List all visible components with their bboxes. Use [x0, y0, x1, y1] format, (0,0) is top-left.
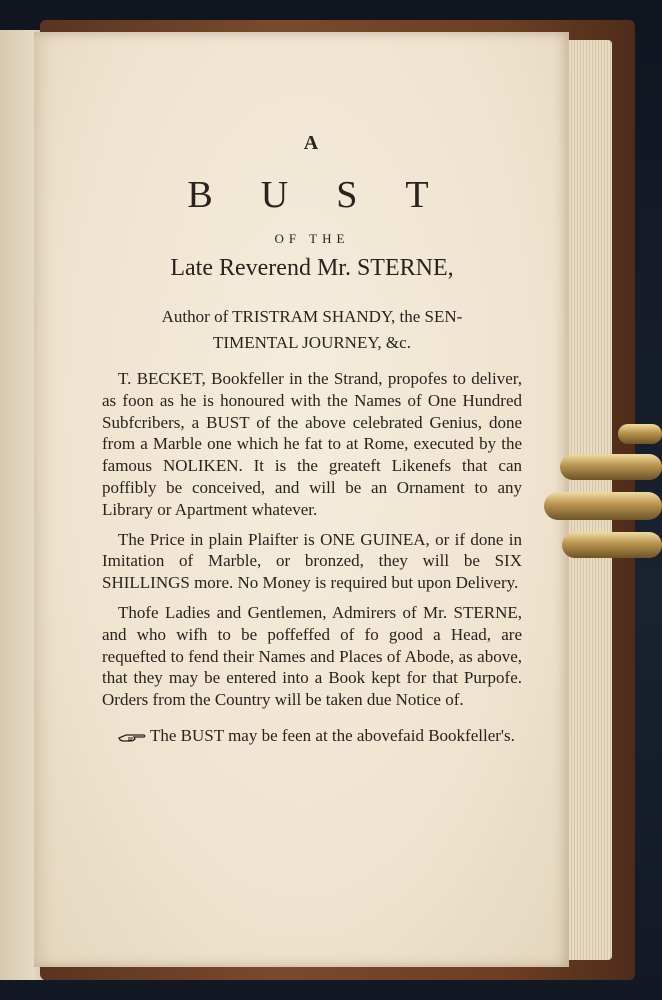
author-line-2: TIMENTAL JOURNEY, &c.	[213, 333, 411, 352]
heading-of-the: OF THE	[274, 231, 350, 246]
paragraph-4-text: The BUST may be feen at the abovefaid Bookfeller's.	[150, 725, 515, 745]
paragraph-3: Thofe Ladies and Gentlemen, Admirers of Mr. STERNE, and who wifh to be poffeffed of fo good a Head, are requefted to fend their Names and Places of Abode, as above, that they may be entered into a Book kept for that Purpofe. Orders from the Country will be taken due Notice of.	[102, 602, 522, 710]
body-text	[102, 368, 522, 747]
heading-late-reverend: Late Reverend Mr. STERNE,	[170, 255, 454, 281]
heading-a: A	[303, 132, 321, 154]
book-page	[34, 32, 569, 967]
pointing-hand-icon	[118, 729, 146, 745]
author-line	[102, 304, 522, 356]
author-line-1: Author of TRISTRAM SHANDY, the SEN-	[161, 307, 463, 326]
paragraph-2: The Price in plain Plaifter is ONE GUINEA, or if done in Imitation of Marble, or bronzed, they will be SIX SHILLINGS more. No Money is required but upon Delivery.	[102, 529, 522, 593]
paragraph-4	[102, 725, 522, 747]
brass-clasp	[540, 420, 662, 570]
paragraph-1: T. BECKET, Bookfeller in the Strand, propofes to deliver, as foon as he is honoured with the Names of One Hundred Subfcribers, a BUST of the above celebrated Genius, done from a Marble one which he fat to at Rome, executed by the famous NOLIKEN. It is the greateft Likenefs that can poffibly be conceived, and will be an Ornament to any Library or Apartment whatever.	[102, 369, 522, 519]
heading-bust: BUST	[187, 174, 477, 216]
page-text	[102, 132, 522, 755]
